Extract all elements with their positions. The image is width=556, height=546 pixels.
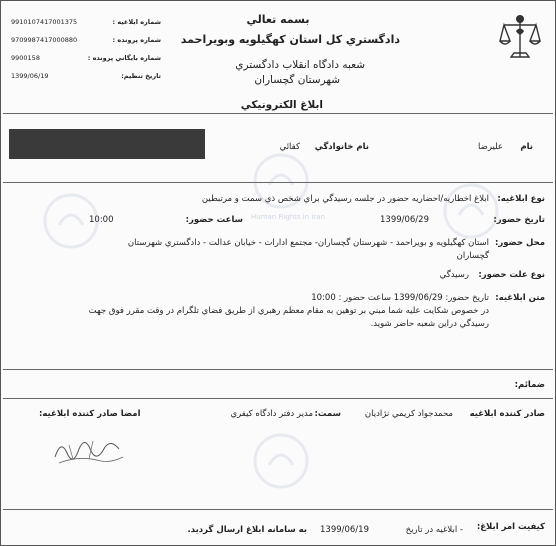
notice-type-label: نوع ابلاغيه: [497,194,545,204]
method-label: كيفيت امر ابلاغ: [476,522,545,532]
attachments-label: ضمائم: [514,380,545,390]
redacted-info [9,129,205,159]
issuer-label: صادر كننده ابلاغيه [469,409,545,419]
family-name-value: كفائي [279,142,300,152]
signature-label: امضا صادر كننده ابلاغيه: [39,409,141,419]
watermark-logo [441,181,501,241]
name-value: عليرضا [478,142,503,152]
reason-value: رسيدگي [439,270,469,280]
watermark-logo [251,431,311,491]
watermark-text: Human Rights in Iran [251,213,326,221]
watermark-logo [251,151,311,211]
basmala: بسمه تعالي [246,13,310,26]
watermark-logo [41,191,101,251]
method-text-1: - ابلاغيه در تاريخ [405,525,463,535]
branch-line-1: شعبه دادگاه انقلاب دادگستري [235,59,365,71]
branch-line-2: شهرستان گچساران [254,74,340,86]
family-name-label: نام خانوادگي [314,142,369,152]
meta-archive-number: شماره بايگاني پرونده : 9900158 [11,54,161,62]
reason-label: نوع علت حضور: [478,270,545,280]
notice-text-line-3: رسيدگي دراين شعبه حاضر شويد. [370,319,489,329]
meta-issue-date: تاريخ تنظيم: 1399/06/19 [11,72,161,80]
notice-type-value: ابلاغ اخطاريه/احضاريه حضور در جلسه رسيدگي براي شخص ذي سمت و مرتبطين [201,194,489,204]
notice-text-line-1: تاريخ حضور: 1399/06/29 ساعت حضور : 10:00 [311,293,489,303]
meta-case-number: شماره پرونده : 9709987417000880 [11,36,161,44]
meta-notice-number: شماره ابلاغيه : 9910107417001375 [11,18,161,26]
notice-text-label: متن ابلاغيه: [495,293,545,303]
signature-image [49,429,129,471]
divider-issuer [3,509,553,510]
method-date: 1399/06/19 [320,525,369,535]
attendance-place-line-2: گچساران [456,251,489,261]
attendance-place-label: محل حضور: [494,238,545,248]
attendance-place-line-1: استان كهگيلويه و بويراحمد - شهرستان گچساران- مجتمع ادارات - خيابان عدالت - دادگستري شهرستان [127,238,489,248]
method-text-2: به سامانه ابلاغ ارسال گرديد. [187,525,307,535]
attendance-date-value: 1399/06/29 [380,215,429,225]
issuer-name: محمدجواد كريمي نژاديان [364,409,453,419]
position-value: مدير دفتر دادگاه كيفري [230,409,313,419]
attendance-time-value: 10:00 [89,215,114,225]
divider-attachments [3,398,553,399]
attendance-time-label: ساعت حضور: [185,215,243,225]
divider-body [3,369,553,370]
attendance-date-label: تاريخ حضور: [493,215,545,225]
position-label: سمت: [314,409,341,419]
document-title: ابلاغ الكترونيكي [240,99,323,111]
name-label: نام [520,142,533,152]
court-name: دادگستري كل استان كهگيلويه وبويراحمد [180,33,400,46]
divider-header [3,113,553,114]
notice-text-line-2: در خصوص شكايت عليه شما مبني بر توهين به مقام معظم رهبري از طريق فضاي تلگرام در وقت مقرر فوق جهت [88,306,489,316]
